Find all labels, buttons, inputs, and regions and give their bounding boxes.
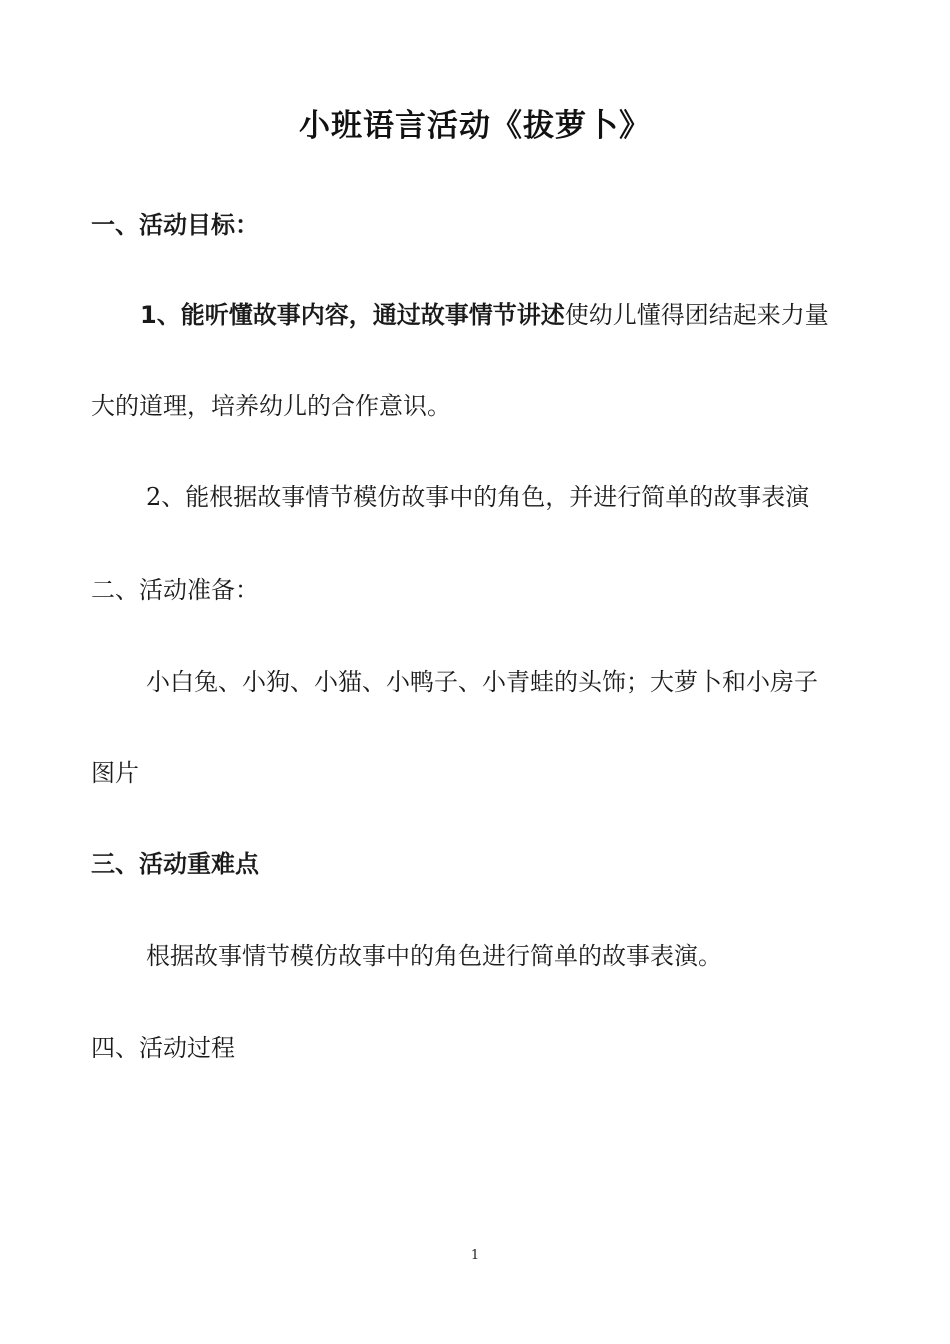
page-number: 1 [470,1248,480,1263]
section-heading-goals: 一、活动目标： [91,211,259,239]
preparation-text: 小白兔、小狗、小猫、小鸭子、小青蛙的头饰；大萝卜和小房子 [146,668,818,696]
goal-item-2: 2、能根据故事情节模仿故事中的角色，并进行简单的故事表演 [146,483,810,511]
goal-item-1-continuation: 大的道理，培养幼儿的合作意识。 [91,392,451,420]
goal-item-1 [140,298,829,332]
goal-item-1-bold-text: 1、能听懂故事内容，通过故事情节讲述 [140,301,565,329]
preparation-text-continuation: 图片 [91,759,139,787]
section-heading-key-points: 三、活动重难点 [91,850,259,878]
document-title: 小班语言活动《拔萝卜》 [299,108,651,144]
section-heading-process: 四、活动过程 [91,1034,235,1062]
section-heading-preparation: 二、活动准备： [91,576,259,604]
key-points-text: 根据故事情节模仿故事中的角色进行简单的故事表演。 [146,942,722,970]
goal-item-1-text: 使幼儿懂得团结起来力量 [564,301,829,329]
